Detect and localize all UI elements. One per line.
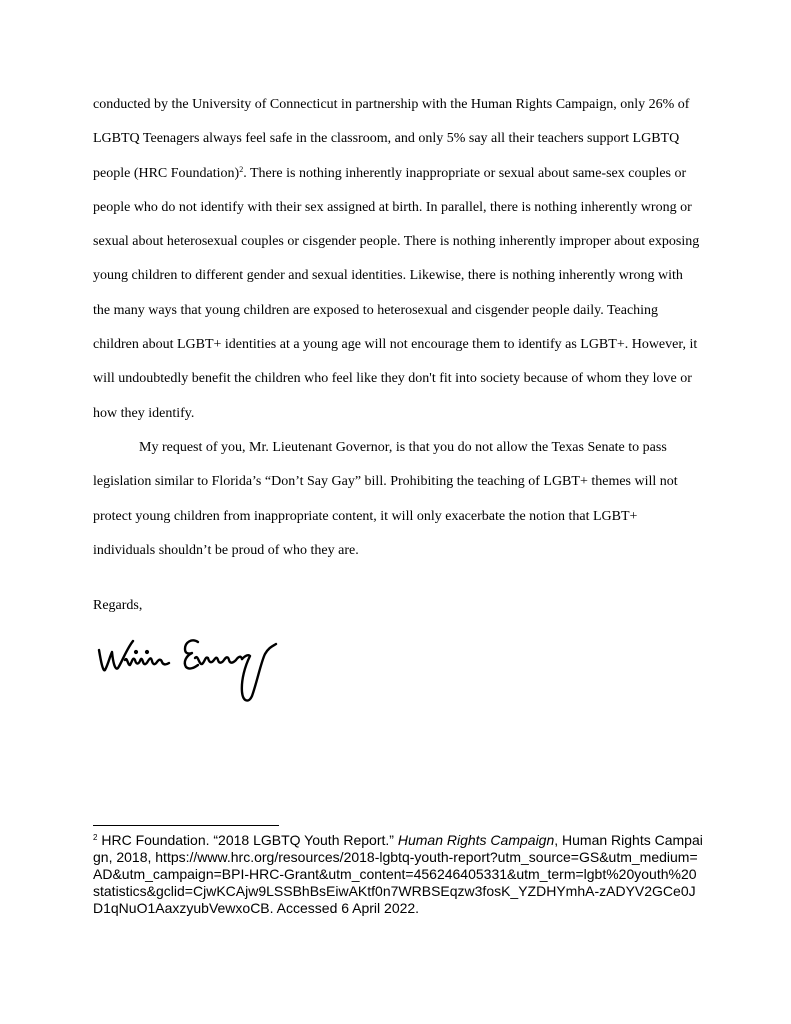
footnote-separator	[93, 825, 279, 826]
footnote-publication: Human Rights Campaign	[397, 832, 555, 848]
paragraph-2: My request of you, Mr. Lieutenant Governor, is that you do not allow the Texas Senate to pass legislation similar to Florida’s “Don’t Say Gay” bill. Prohibiting the teaching of LGBT+ themes will not protect young children from inappropriate content, it will only exacerbate the notion that LGBT+ individuals shouldn’t be proud of who they are.	[93, 439, 678, 558]
letter-body	[93, 88, 703, 568]
footnote-citation-continued: , Human Rights Campaign, 2018, https://www.hrc.org/resources/2018-lgbtq-youth-report?utm_source=GS&utm_medium=AD&utm_campaign=BPI-HRC-Grant&utm_content=456246405331&utm_term=lgbt%20youth%20statistics&gclid=CjwKCAjw9LSSBhBsEiwAKtf0n7WRBSEqzw3fosK_YZDHYmhA-zADYV2GCe0JD1qNuO1AaxzyubVewxoCB. Accessed 6 April 2022.	[93, 832, 703, 916]
paragraph-1	[93, 88, 703, 431]
footnote-number: 2	[93, 833, 98, 842]
footnote-reference: 2	[239, 164, 244, 174]
footnote-citation: HRC Foundation. “2018 LGBTQ Youth Report.”	[97, 832, 398, 848]
paragraph-1-text: conducted by the University of Connecticut in partnership with the Human Rights Campaign, only 26% of LGBTQ Teenagers always feel safe in the classroom, and only 5% say all their teachers support LGBTQ people (HRC Foundation)	[93, 97, 690, 181]
paragraph-1-continued: . There is nothing inherently inappropriate or sexual about same-sex couples or people who do not identify with their sex assigned at birth. In parallel, there is nothing inherently wrong or sexual about heterosexual couples or cisgender people. There is nothing inherently improper about exposing young children to different gender and sexual identities. Likewise, there is nothing inherently wrong with the many ways that young children are exposed to heterosexual and cisgender people daily. Teaching children about LGBT+ identities at a young age will not encourage them to identify as LGBT+. However, it will undoubtedly benefit the children who feel like they don't fit into society because of whom they love or how they identify.	[93, 165, 700, 421]
closing: Regards,	[93, 598, 143, 613]
footnote	[93, 832, 703, 917]
handwritten-signature	[95, 632, 280, 707]
